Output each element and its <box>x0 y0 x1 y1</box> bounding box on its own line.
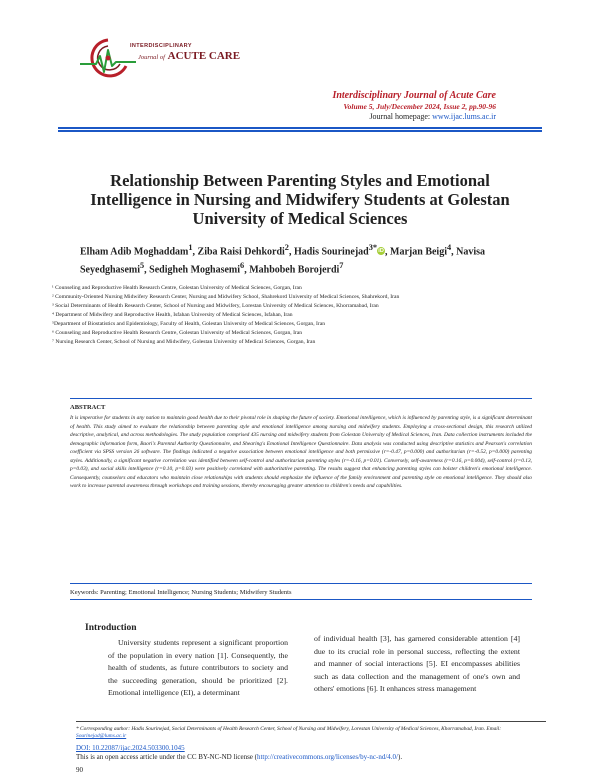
license-end: ). <box>398 753 403 761</box>
author-name: Elham Adib Moghaddam <box>80 246 189 258</box>
homepage-label: Journal homepage: <box>369 112 433 121</box>
logo-acute-care: ACUTE CARE <box>167 50 241 62</box>
affiliation-item: ⁶ Counseling and Reproductive Health Research Centre, Golestan University of Medical Sciences, Gorgan, Iran <box>52 330 303 336</box>
author-list: Elham Adib Moghaddam$^1$, Ziba Raisi Dehkordi$^2$, Hadis Sourinejad$^{3*}$iD, Marjan Beigi$^4$, Navisa Seyedghasemi$^5$, Sedigheh Moghasemi$^6$, Mahbobeh Borojerdi$^7$ <box>80 243 486 276</box>
keywords: Keywords: Parenting; Emotional Intelligence; Nursing Students; Midwifery Students <box>70 589 292 596</box>
orcid-icon[interactable]: iD <box>378 248 384 255</box>
author-name: Navisa Seyedghasemi <box>80 246 486 276</box>
affiliation-item: ⁵Department of Biostatistics and Epidemiology, Faculty of Health, Golestan University of Medical Sciences, Gorgan, Iran <box>52 321 326 327</box>
logo-top-text: INTERDISCIPLINARY <box>130 43 192 49</box>
affiliation-item: ¹ Counseling and Reproductive Health Research Centre, Golestan University of Medical Sciences, Gorgan, Iran <box>52 285 302 291</box>
keywords-rule <box>70 599 532 600</box>
logo-journal-name <box>138 50 240 62</box>
journal-name: Interdisciplinary Journal of Acute Care <box>332 90 496 101</box>
journal-header <box>0 0 600 84</box>
footnote-rule <box>76 721 546 722</box>
license-link[interactable]: http://creativecommons.org/licenses/by-nc-nd/4.0/ <box>256 753 398 761</box>
author-sup: 5 <box>140 261 145 271</box>
pulse-icon <box>80 50 136 72</box>
abstract-text: It is imperative for students in any nation to maintain good health due to their pivotal role in shaping the future of society. Emotional intelligence, which is influenced by parenting style, is a significant determinant of health. This study aimed to evaluate the relationship between parenting style and emotional intelligence among nursing and midwifery students. Employing a cross-sectional design, this research utilized descriptive, analytical, and across methodologies. The study population comprised 435 nursing and midwifery students from Golestan University of Medical Sciences, Iran. Data collection instruments included the demographic information form, Baori's Parental Authority Questionnaire, and Shearing's Emotional Intelligence Questionnaire. Data analysis was conducted using descriptive statistics and Pearson's correlation coefficient via SPSS version 26 software. The findings indicated a negative association between emotional intelligence and both permissive (r=-0.47, p=0.000) and authoritarian (r=-0.52, p=0.000) parenting styles. Additionally, a significant negative correlation was identified between self-control and authoritarian parenting styles (r=-0.16, p=0.01). Conversely, self-awareness (r=0.16, p=0.004), self-control (r=0.13, p=0.03), and social skills intelligence (r=0.10, p=0.03) were positively correlated with authoritative parenting. The results suggest that enhancing parenting styles can bolster children's emotional intelligence. Consequently, counselors and educators who maintain close relationships with students should emphasize the influence of the family environment and parenting style on emotional intelligence. They should also work to increase parental awareness through workshops and training sessions, thereby encouraging greater attention to children's needs and capabilities. <box>70 415 532 489</box>
abstract-rule-bottom <box>70 583 532 584</box>
license-note <box>76 753 402 761</box>
author-sup: 1 <box>188 243 193 252</box>
author-sup: 3* <box>368 243 378 252</box>
affiliation-item: ² Community-Oriented Nursing Midwifery Research Center, Nursing and Midwifery School, Shahrekord University of Medical Sciences, Shahrekord, Iran <box>52 294 400 300</box>
journal-volume: Volume 5, July/December 2024, Issue 2, pp.90-96 <box>343 102 496 111</box>
page-number: 90 <box>76 766 83 774</box>
correspondence-text: * Corresponding author: Hadis Sourinejad, Social Determinants of Health Research Center, School of Nursing and Midwifery, Lorestan University of Medical Sciences, Khorramabad, Iran. Email: <box>76 726 502 732</box>
affiliation-list <box>52 284 546 347</box>
abstract-heading: ABSTRACT <box>70 404 106 411</box>
header-rule-top <box>58 127 542 129</box>
author-name: Marjan Beigi <box>390 246 447 258</box>
author-name: Mahbobeh Borojerdi <box>249 264 340 276</box>
author-name: Ziba Raisi Dehkordi <box>197 246 285 258</box>
correspondence-note <box>76 726 546 740</box>
journal-logo <box>78 36 246 80</box>
article-title: Relationship Between Parenting Styles and Emotional Intelligence in Nursing and Midwifery Students at Golestan University of Medical Sciences <box>90 171 510 228</box>
intro-column-right: of individual health [3], has garnered considerable attention [4] due to its crucial role in personal success, reflecting the extent and manner of social interactions [5]. EI encompasses abilities such as data collection and the management of one's own and others' emotions [6]. It enhances stress management <box>314 634 520 693</box>
license-text: This is an open access article under the CC BY-NC-ND license ( <box>76 753 257 761</box>
affiliation-item: ³ Social Determinants of Health Research Center, School of Nursing and Midwifery, Lorestan University of Medical Sciences, Khorramabad, Iran <box>52 303 379 309</box>
email-link[interactable]: Sourinejad@lums.ac.ir <box>76 733 127 739</box>
abstract-rule-top <box>70 398 532 399</box>
journal-homepage <box>369 112 496 121</box>
author-sup: 2 <box>284 243 289 252</box>
author-sup: 7 <box>339 261 344 271</box>
author-name: Sedigheh Moghasemi <box>149 264 241 276</box>
logo-emblem <box>78 36 138 80</box>
abstract-section <box>70 404 532 491</box>
introduction-heading: Introduction <box>85 623 137 633</box>
author-name: Hadis Sourinejad <box>293 246 369 258</box>
author-sup: 4 <box>446 243 452 252</box>
affiliation-item: ⁷ Nursing Research Center, School of Nursing and Midwifery, Golestan University of Medical Sciences, Gorgan, Iran <box>52 339 316 345</box>
affiliation-item: ⁴ Department of Midwifery and Reproductive Health, Isfahan University of Medical Sciences, Isfahan, Iran <box>52 312 293 318</box>
author-sup: 6 <box>240 261 245 271</box>
logo-heart-dot <box>106 56 111 61</box>
homepage-link[interactable]: www.ijac.lums.ac.ir <box>432 112 496 121</box>
logo-journal-of: Journal of <box>138 54 165 61</box>
doi-link[interactable]: DOI: 10.22087/ijac.2024.503300.1045 <box>76 744 185 752</box>
header-rule-bottom <box>58 130 542 132</box>
intro-column-left: University students represent a significant proportion of the population in every nation [1]. Consequently, the health of students, as future contributors to society and the succeeding generation, should be prioritized [2]. Emotional intelligence (EI), a determinant <box>108 638 288 697</box>
